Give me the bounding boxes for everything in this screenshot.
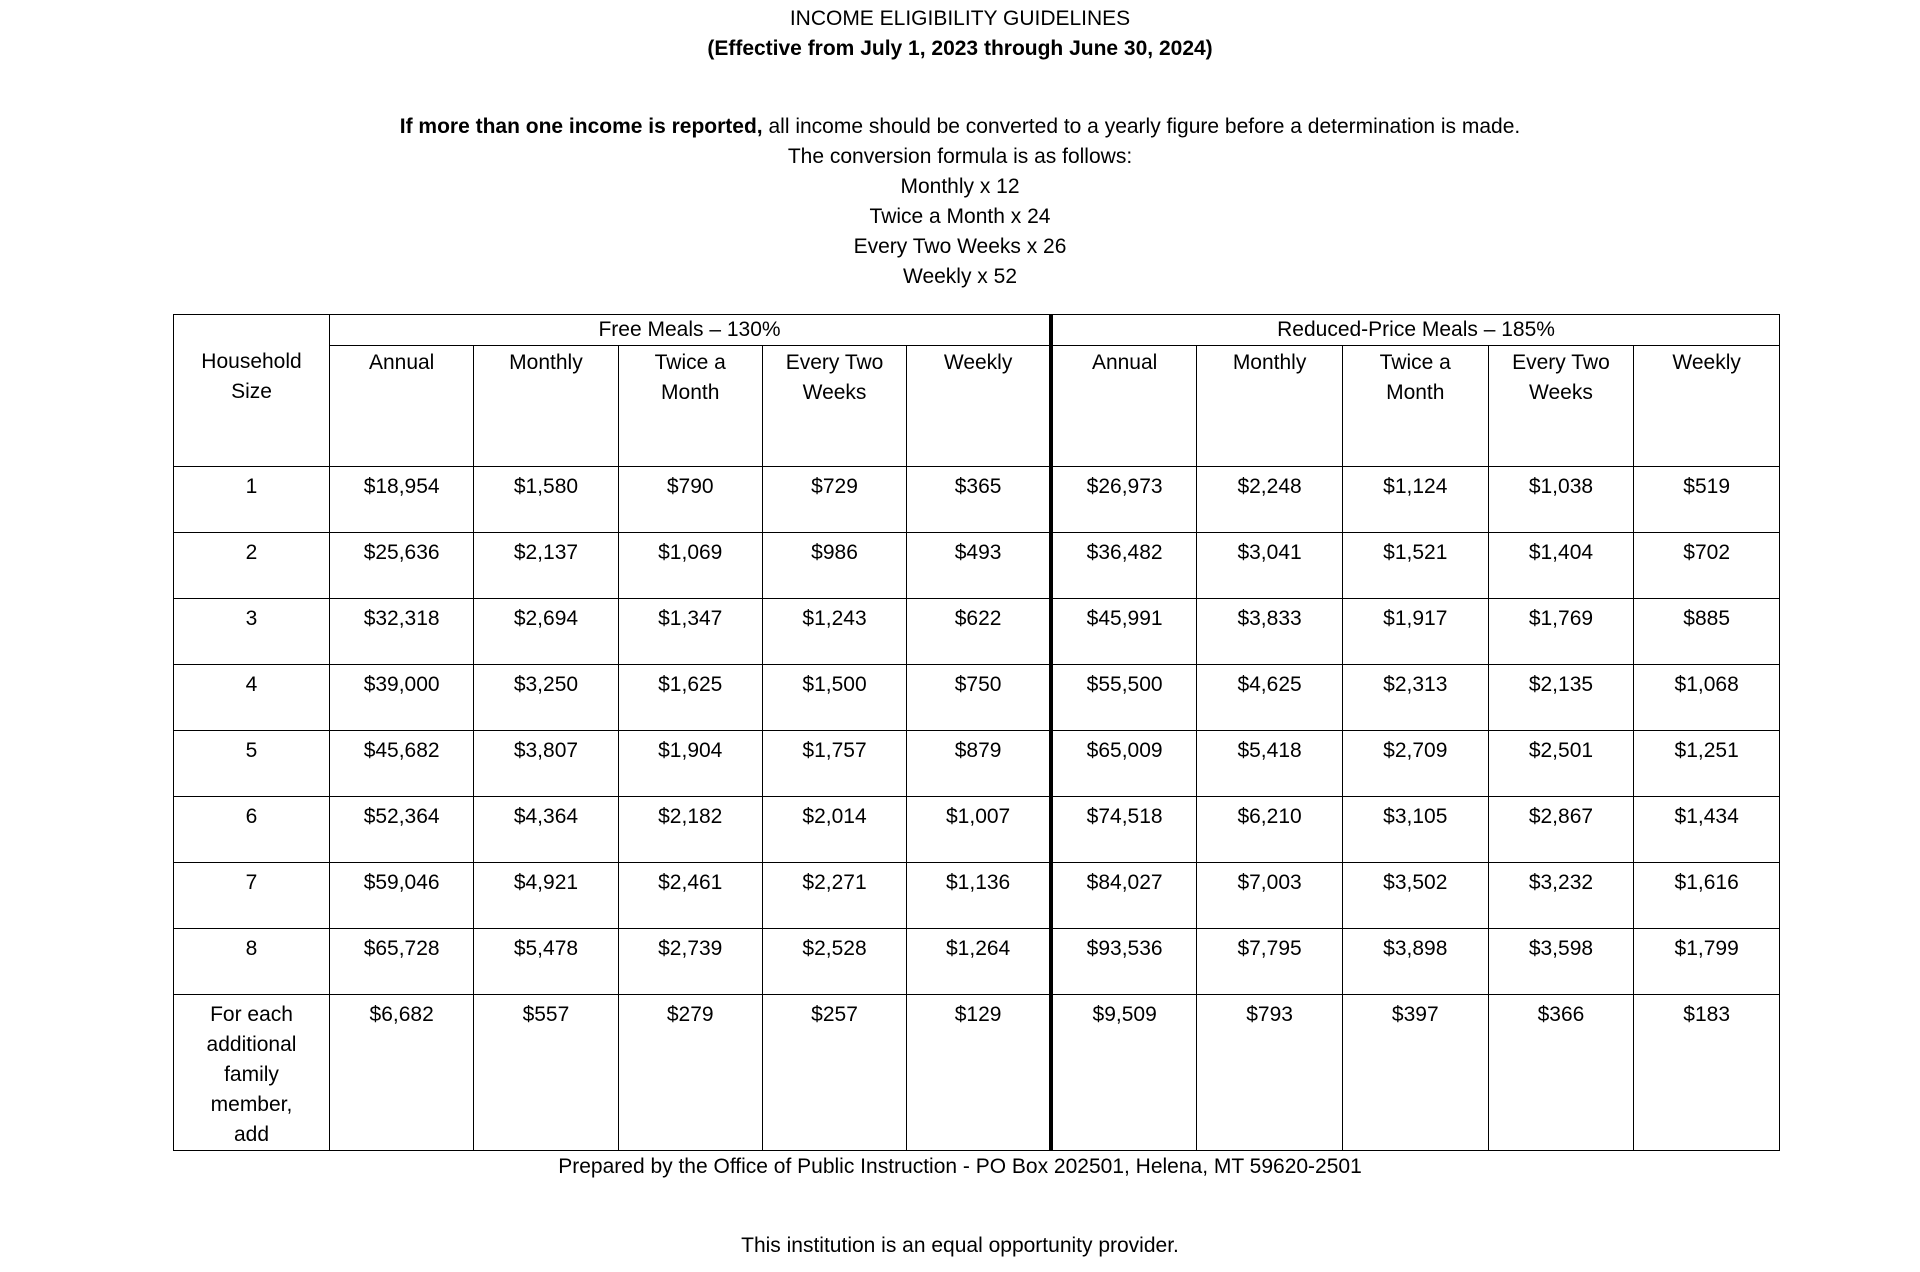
reduced-monthly-cell: $7,003 (1197, 863, 1343, 929)
household-size-cell (174, 995, 330, 1151)
conversion-instructions (0, 112, 1920, 292)
document-title: INCOME ELIGIBILITY GUIDELINES (789, 7, 1131, 30)
income-guidelines-table (173, 314, 1780, 1151)
free-weekly-cell: $129 (907, 995, 1051, 1151)
free-every-two-weeks-cell: $986 (762, 533, 906, 599)
reduced-every-two-weeks-cell: $2,501 (1488, 731, 1634, 797)
reduced-weekly-cell: $1,799 (1634, 929, 1780, 995)
reduced-weekly-cell: $183 (1634, 995, 1780, 1151)
free-meals-group-header: Free Meals – 130% (330, 315, 1052, 346)
conversion-formula-heading: The conversion formula is as follows: (787, 145, 1133, 168)
household-size-value: 6 (245, 805, 258, 828)
free-annual-cell: $32,318 (330, 599, 474, 665)
reduced-weekly-cell: $519 (1634, 467, 1780, 533)
household-size-value: 7 (245, 871, 258, 894)
reduced-every-two-weeks-cell: $2,135 (1488, 665, 1634, 731)
reduced-monthly-cell: $793 (1197, 995, 1343, 1151)
reduced-meals-group-header: Reduced-Price Meals – 185% (1051, 315, 1779, 346)
conversion-every-two-weeks: Every Two Weeks x 26 (853, 235, 1067, 258)
free-monthly-cell: $4,364 (474, 797, 618, 863)
free-every-two-weeks-cell: $1,243 (762, 599, 906, 665)
column-header-row (174, 346, 1780, 467)
table-row (174, 599, 1780, 665)
free-annual-header (330, 346, 474, 467)
household-size-cell (174, 929, 330, 995)
free-monthly-cell: $2,694 (474, 599, 618, 665)
reduced-annual-cell: $55,500 (1051, 665, 1197, 731)
reduced-twice-a-month-cell: $3,502 (1342, 863, 1488, 929)
reduced-monthly-cell: $3,833 (1197, 599, 1343, 665)
free-twice-a-month-cell: $1,904 (618, 731, 762, 797)
household-size-header (174, 315, 330, 467)
reduced-monthly-cell: $5,418 (1197, 731, 1343, 797)
free-every-two-weeks-cell: $729 (762, 467, 906, 533)
household-size-value: 1 (245, 475, 258, 498)
equal-opportunity-footer: This institution is an equal opportunity provider. (741, 1234, 1179, 1257)
household-size-value: 8 (245, 937, 258, 960)
free-weekly-cell: $622 (907, 599, 1051, 665)
reduced-every-two-weeks-cell: $1,038 (1488, 467, 1634, 533)
intro-line (0, 112, 1920, 142)
free-twice-a-month-cell: $2,739 (618, 929, 762, 995)
household-size-cell (174, 731, 330, 797)
table-row (174, 467, 1780, 533)
free-twice-a-month-cell: $279 (618, 995, 762, 1151)
table-row (174, 731, 1780, 797)
intro-bold-text: If more than one income is reported, (399, 115, 763, 138)
reduced-annual-cell: $26,973 (1051, 467, 1197, 533)
column-label: Monthly (509, 351, 583, 374)
reduced-weekly-cell: $1,434 (1634, 797, 1780, 863)
reduced-annual-cell: $65,009 (1051, 731, 1197, 797)
free-twice-a-month-cell: $1,347 (618, 599, 762, 665)
reduced-annual-cell: $74,518 (1051, 797, 1197, 863)
free-twice-a-month-cell: $1,625 (618, 665, 762, 731)
free-monthly-cell: $5,478 (474, 929, 618, 995)
reduced-twice-a-month-cell: $397 (1342, 995, 1488, 1151)
reduced-annual-cell: $84,027 (1051, 863, 1197, 929)
reduced-annual-cell: $93,536 (1051, 929, 1197, 995)
reduced-annual-header (1051, 346, 1197, 467)
free-twice-a-month-cell: $1,069 (618, 533, 762, 599)
conversion-monthly: Monthly x 12 (900, 175, 1020, 198)
column-label: Twice a Month (654, 351, 726, 404)
conversion-weekly: Weekly x 52 (903, 265, 1017, 288)
free-every-two-weeks-cell: $257 (762, 995, 906, 1151)
prepared-by-footer: Prepared by the Office of Public Instruction - PO Box 202501, Helena, MT 59620-2501 (558, 1155, 1362, 1178)
document-subtitle: (Effective from July 1, 2023 through June 30, 2024) (707, 37, 1213, 60)
reduced-weekly-cell: $1,616 (1634, 863, 1780, 929)
reduced-weekly-header (1634, 346, 1780, 467)
reduced-twice-a-month-cell: $3,898 (1342, 929, 1488, 995)
free-every-two-weeks-cell: $2,271 (762, 863, 906, 929)
intro-text: all income should be converted to a yearly figure before a determination is made. (762, 115, 1521, 138)
reduced-every-two-weeks-cell: $3,232 (1488, 863, 1634, 929)
group-header-row (174, 315, 1780, 346)
column-label: Twice a Month (1379, 351, 1451, 404)
free-weekly-cell: $1,264 (907, 929, 1051, 995)
conversion-twice-a-month: Twice a Month x 24 (869, 205, 1051, 228)
reduced-every-two-weeks-header (1488, 346, 1634, 467)
free-monthly-cell: $557 (474, 995, 618, 1151)
reduced-monthly-cell: $4,625 (1197, 665, 1343, 731)
free-weekly-cell: $493 (907, 533, 1051, 599)
column-label: Weekly (943, 351, 1013, 374)
table-body (174, 467, 1780, 1151)
free-monthly-cell: $3,807 (474, 731, 618, 797)
free-every-two-weeks-header (762, 346, 906, 467)
free-every-two-weeks-cell: $1,757 (762, 731, 906, 797)
reduced-monthly-header (1197, 346, 1343, 467)
reduced-twice-a-month-cell: $2,313 (1342, 665, 1488, 731)
free-monthly-cell: $1,580 (474, 467, 618, 533)
household-size-cell (174, 599, 330, 665)
free-every-two-weeks-cell: $1,500 (762, 665, 906, 731)
reduced-twice-a-month-cell: $2,709 (1342, 731, 1488, 797)
column-label: Weekly (1672, 351, 1741, 374)
free-weekly-cell: $365 (907, 467, 1051, 533)
household-size-value: For each additional family member, add (206, 1003, 297, 1146)
table-row (174, 929, 1780, 995)
reduced-monthly-cell: $7,795 (1197, 929, 1343, 995)
free-twice-a-month-cell: $790 (618, 467, 762, 533)
table-row (174, 533, 1780, 599)
reduced-monthly-cell: $6,210 (1197, 797, 1343, 863)
table-row (174, 863, 1780, 929)
reduced-weekly-cell: $702 (1634, 533, 1780, 599)
reduced-twice-a-month-cell: $3,105 (1342, 797, 1488, 863)
free-annual-cell: $6,682 (330, 995, 474, 1151)
free-monthly-cell: $3,250 (474, 665, 618, 731)
free-monthly-cell: $4,921 (474, 863, 618, 929)
household-size-value: 5 (245, 739, 258, 762)
reduced-every-two-weeks-cell: $2,867 (1488, 797, 1634, 863)
reduced-every-two-weeks-cell: $1,769 (1488, 599, 1634, 665)
household-size-cell (174, 533, 330, 599)
reduced-weekly-cell: $885 (1634, 599, 1780, 665)
column-label: Annual (1091, 351, 1158, 374)
free-weekly-cell: $750 (907, 665, 1051, 731)
column-label: Annual (368, 351, 435, 374)
reduced-annual-cell: $9,509 (1051, 995, 1197, 1151)
free-annual-cell: $18,954 (330, 467, 474, 533)
reduced-every-two-weeks-cell: $366 (1488, 995, 1634, 1151)
reduced-monthly-cell: $2,248 (1197, 467, 1343, 533)
household-size-value: 4 (245, 673, 258, 696)
table-row (174, 665, 1780, 731)
column-label: Every Two Weeks (1512, 351, 1610, 404)
reduced-every-two-weeks-cell: $3,598 (1488, 929, 1634, 995)
free-weekly-header (907, 346, 1051, 467)
household-size-cell (174, 665, 330, 731)
column-label: Monthly (1232, 351, 1307, 374)
free-annual-cell: $52,364 (330, 797, 474, 863)
household-size-cell (174, 863, 330, 929)
reduced-twice-a-month-header (1342, 346, 1488, 467)
free-weekly-cell: $1,136 (907, 863, 1051, 929)
free-every-two-weeks-cell: $2,528 (762, 929, 906, 995)
free-weekly-cell: $1,007 (907, 797, 1051, 863)
column-label: Every Two Weeks (785, 351, 884, 404)
table-row (174, 797, 1780, 863)
free-annual-cell: $25,636 (330, 533, 474, 599)
reduced-twice-a-month-cell: $1,521 (1342, 533, 1488, 599)
household-size-value: 2 (245, 541, 258, 564)
reduced-monthly-cell: $3,041 (1197, 533, 1343, 599)
free-annual-cell: $39,000 (330, 665, 474, 731)
household-size-cell (174, 467, 330, 533)
household-size-cell (174, 797, 330, 863)
free-annual-cell: $59,046 (330, 863, 474, 929)
reduced-twice-a-month-cell: $1,917 (1342, 599, 1488, 665)
reduced-weekly-cell: $1,251 (1634, 731, 1780, 797)
free-twice-a-month-cell: $2,182 (618, 797, 762, 863)
free-annual-cell: $65,728 (330, 929, 474, 995)
household-size-value: 3 (245, 607, 258, 630)
reduced-twice-a-month-cell: $1,124 (1342, 467, 1488, 533)
reduced-weekly-cell: $1,068 (1634, 665, 1780, 731)
free-monthly-header (474, 346, 618, 467)
free-weekly-cell: $879 (907, 731, 1051, 797)
reduced-annual-cell: $45,991 (1051, 599, 1197, 665)
free-monthly-cell: $2,137 (474, 533, 618, 599)
reduced-annual-cell: $36,482 (1051, 533, 1197, 599)
free-twice-a-month-header (618, 346, 762, 467)
free-every-two-weeks-cell: $2,014 (762, 797, 906, 863)
free-annual-cell: $45,682 (330, 731, 474, 797)
table-row (174, 995, 1780, 1151)
household-size-label: Household Size (201, 350, 302, 403)
free-twice-a-month-cell: $2,461 (618, 863, 762, 929)
reduced-every-two-weeks-cell: $1,404 (1488, 533, 1634, 599)
